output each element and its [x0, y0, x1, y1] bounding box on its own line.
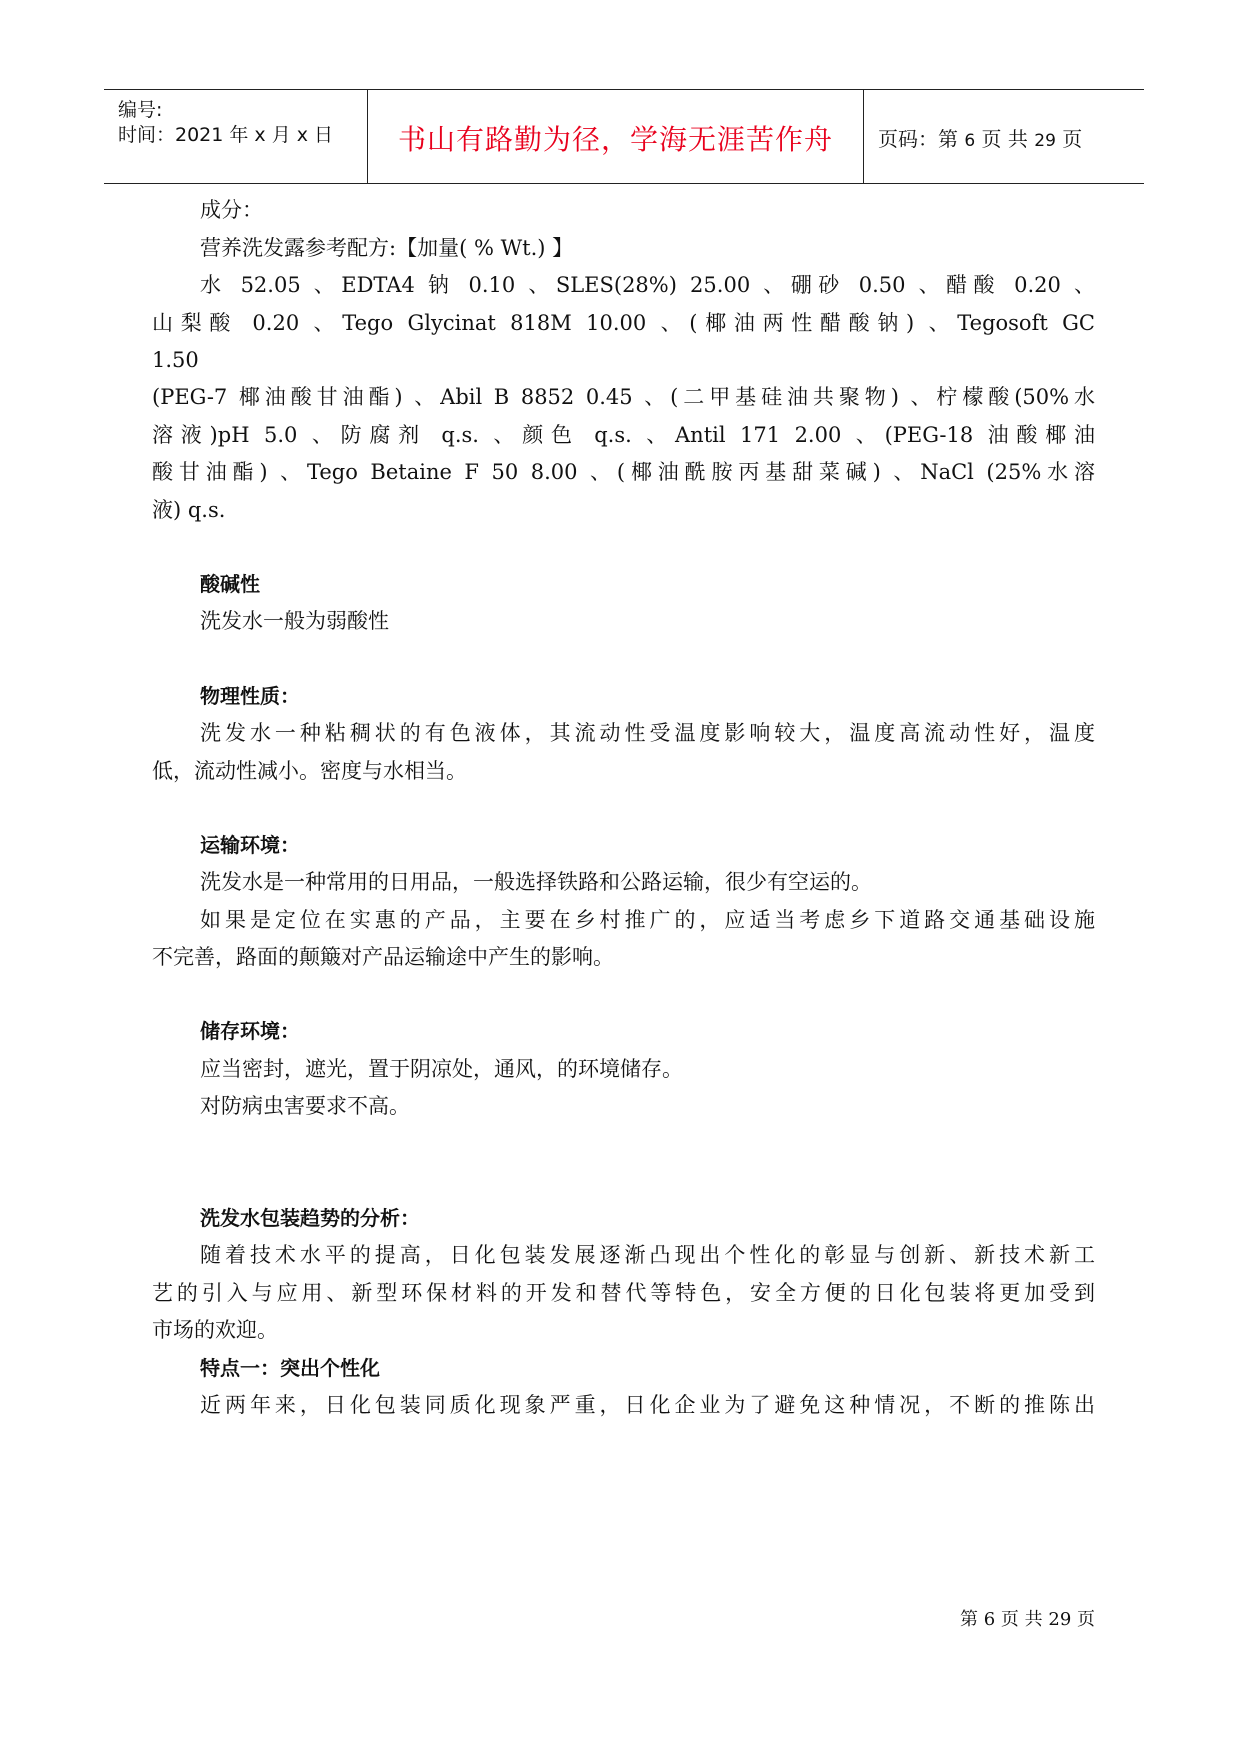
physical-line: 洗发水一种粘稠状的有色液体，其流动性受温度影响较大，温度高流动性好，温度 — [200, 721, 1095, 745]
ingredients-label: 成分： — [200, 198, 263, 222]
trend-line: 艺的引入与应用、新型环保材料的开发和替代等特色，安全方便的日化包装将更加受到 — [152, 1281, 1095, 1305]
storage-paragraph: 对防病虫害要求不高。 — [200, 1094, 410, 1118]
page-footer: 第 6 页 共 29 页 — [960, 1609, 1095, 1630]
transport-line: 如果是定位在实惠的产品，主要在乡村推广的，应适当考虑乡下道路交通基础设施 — [200, 908, 1095, 932]
section-heading-transport: 运输环境： — [200, 833, 300, 857]
page-header — [104, 89, 1144, 184]
formula-title: 营养洗发露参考配方:【加量( % Wt.) 】 — [200, 236, 574, 260]
page-number: 6 — [964, 131, 976, 151]
page-total: 29 — [1034, 131, 1056, 151]
formula-line: 液) q.s. — [152, 498, 226, 522]
transport-paragraph: 洗发水是一种常用的日用品，一般选择铁路和公路运输，很少有空运的。 — [200, 870, 872, 894]
document-date: 时间：2021 年 x 月 x 日 — [118, 124, 334, 146]
page-mid: 页 共 — [981, 127, 1028, 151]
formula-line: 山梨酸 0.20 、Tego Glycinat 818M 10.00 、(椰油两性醋酸钠) 、Tegosoft GC — [152, 311, 1095, 335]
formula-line: 1.50 — [152, 348, 199, 372]
formula-line: (PEG-7 椰油酸甘油酯) 、Abil B 8852 0.45 、(二甲基硅油共聚物) 、柠檬酸(50%水 — [152, 385, 1095, 409]
header-page-info — [878, 123, 1082, 152]
physical-line: 低，流动性减小。密度与水相当。 — [152, 759, 467, 783]
section-heading-storage: 储存环境： — [200, 1019, 300, 1043]
trend-line: 随着技术水平的提高，日化包装发展逐渐凸现出个性化的彰显与创新、新技术新工 — [200, 1243, 1095, 1267]
formula-line: 酸甘油酯) 、Tego Betaine F 50 8.00 、(椰油酰胺丙基甜菜碱) 、NaCl (25%水溶 — [152, 460, 1095, 484]
section-heading-acidity: 酸碱性 — [200, 572, 260, 596]
section-heading-physical: 物理性质： — [200, 684, 300, 708]
section-heading-feature1: 特点一：突出个性化 — [200, 1356, 380, 1380]
header-meta-cell — [104, 90, 368, 183]
section-heading-trend: 洗发水包装趋势的分析： — [200, 1206, 420, 1230]
header-motto: 书山有路勤为径，学海无涯苦作舟 — [397, 123, 833, 156]
page-suffix: 页 — [1062, 127, 1083, 151]
formula-line: 水 52.05 、EDTA4 钠 0.10 、SLES(28%) 25.00 、硼砂 0.50 、醋酸 0.20 、 — [200, 273, 1095, 297]
document-number-label: 编号: — [118, 99, 163, 121]
trend-line: 市场的欢迎。 — [152, 1318, 278, 1342]
transport-line: 不完善，路面的颠簸对产品运输途中产生的影响。 — [152, 945, 614, 969]
page-prefix: 页码：第 — [878, 127, 958, 151]
header-motto-cell — [368, 90, 864, 183]
acidity-text: 洗发水一般为弱酸性 — [200, 609, 389, 633]
feature1-line: 近两年来，日化包装同质化现象严重，日化企业为了避免这种情况，不断的推陈出 — [200, 1393, 1095, 1417]
header-page-cell — [864, 90, 1144, 183]
formula-line: 溶液)pH 5.0 、防腐剂 q.s. 、颜色 q.s. 、Antil 171 2.00 、(PEG-18 油酸椰油 — [152, 423, 1095, 447]
storage-paragraph: 应当密封，遮光，置于阴凉处，通风，的环境储存。 — [200, 1057, 683, 1081]
